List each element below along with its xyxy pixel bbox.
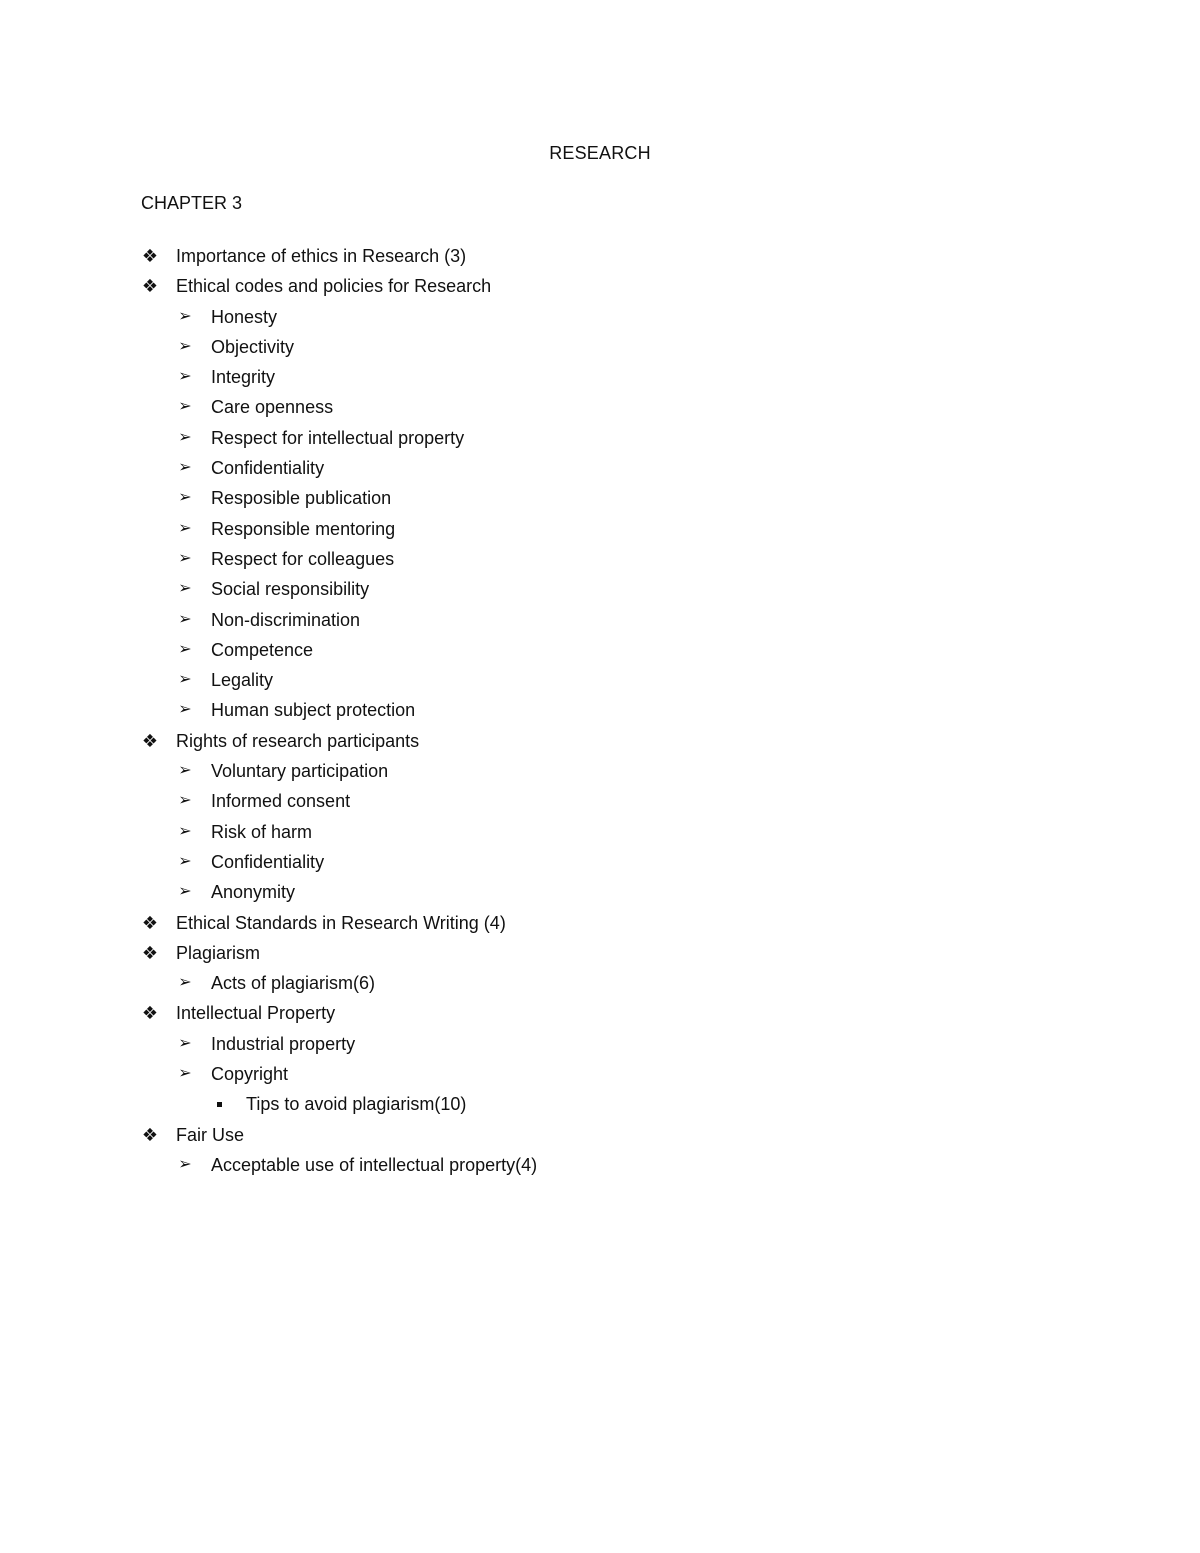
arrowhead-bullet-icon: ➢ bbox=[178, 822, 192, 840]
arrowhead-bullet-icon: ➢ bbox=[178, 974, 192, 992]
arrowhead-bullet-icon: ➢ bbox=[178, 1034, 192, 1052]
outline-item-text: Rights of research participants bbox=[176, 730, 420, 751]
arrowhead-bullet-icon: ➢ bbox=[178, 549, 192, 567]
arrowhead-bullet-icon: ➢ bbox=[178, 519, 192, 537]
outline-item-text: Confidentiality bbox=[211, 458, 325, 479]
outline-item-text: Anonymity bbox=[211, 882, 296, 903]
arrowhead-bullet-icon: ➢ bbox=[178, 489, 192, 507]
square-bullet-icon bbox=[208, 1089, 230, 1119]
outline-item-text: Informed consent bbox=[211, 791, 351, 812]
diamond-bullet-icon: ❖ bbox=[141, 1003, 159, 1024]
diamond-bullet-icon: ❖ bbox=[141, 246, 159, 266]
arrowhead-bullet-icon: ➢ bbox=[178, 1155, 192, 1173]
outline-item-text: Respect for colleagues bbox=[211, 548, 395, 569]
outline-item-text: Integrity bbox=[211, 367, 276, 388]
outline-item-text: Copyright bbox=[211, 1064, 289, 1085]
arrowhead-bullet-icon: ➢ bbox=[178, 701, 192, 719]
outline-item-text: Fair Use bbox=[176, 1124, 245, 1145]
arrowhead-bullet-icon: ➢ bbox=[178, 610, 192, 628]
outline-item-text: Importance of ethics in Research (3) bbox=[176, 246, 467, 266]
arrowhead-bullet-icon: ➢ bbox=[178, 852, 192, 870]
arrowhead-bullet-icon: ➢ bbox=[178, 640, 192, 658]
diamond-bullet-icon: ❖ bbox=[141, 276, 159, 297]
arrowhead-bullet-icon: ➢ bbox=[178, 883, 192, 901]
arrowhead-bullet-icon: ➢ bbox=[178, 671, 192, 689]
outline-item-text: Respect for intellectual property bbox=[211, 427, 465, 448]
square-shape bbox=[217, 1102, 222, 1107]
outline-item-text: Honesty bbox=[211, 306, 278, 327]
arrowhead-bullet-icon: ➢ bbox=[178, 792, 192, 810]
outline-item-text: Intellectual Property bbox=[176, 1003, 336, 1024]
arrowhead-bullet-icon: ➢ bbox=[178, 762, 192, 780]
outline-item-text: Ethical Standards in Research Writing (4) bbox=[176, 912, 506, 933]
diamond-bullet-icon: ❖ bbox=[141, 730, 159, 751]
outline-item-text: Objectivity bbox=[211, 336, 295, 357]
outline-item-text: Confidentiality bbox=[211, 851, 325, 872]
outline-item-text: Plagiarism bbox=[176, 942, 261, 963]
diamond-bullet-icon: ❖ bbox=[141, 912, 159, 933]
outline-item-text: Non-discrimination bbox=[211, 609, 361, 630]
outline-item-text: Ethical codes and policies for Research bbox=[176, 276, 492, 297]
outline-item-text: Acceptable use of intellectual property(4) bbox=[211, 1154, 538, 1175]
diamond-bullet-icon: ❖ bbox=[141, 942, 159, 963]
arrowhead-bullet-icon: ➢ bbox=[178, 307, 192, 325]
arrowhead-bullet-icon: ➢ bbox=[178, 368, 192, 386]
arrowhead-bullet-icon: ➢ bbox=[178, 398, 192, 416]
arrowhead-bullet-icon: ➢ bbox=[178, 428, 192, 446]
diamond-bullet-icon: ❖ bbox=[141, 1124, 159, 1145]
outline-item-text: Risk of harm bbox=[211, 821, 313, 842]
outline-item-text: Voluntary participation bbox=[211, 761, 389, 782]
chapter-heading: CHAPTER 3 bbox=[141, 193, 243, 213]
outline-item-text: Industrial property bbox=[211, 1033, 356, 1054]
outline-item-text: Resposible publication bbox=[211, 488, 392, 509]
outline-item-text: Care openness bbox=[211, 397, 334, 418]
arrowhead-bullet-icon: ➢ bbox=[178, 580, 192, 598]
outline-item-text: Competence bbox=[211, 639, 314, 660]
arrowhead-bullet-icon: ➢ bbox=[178, 459, 192, 477]
outline-item-text: Acts of plagiarism(6) bbox=[211, 973, 376, 994]
outline-item-text: Responsible mentoring bbox=[211, 518, 396, 539]
page-title: RESEARCH bbox=[549, 143, 651, 163]
arrowhead-bullet-icon: ➢ bbox=[178, 337, 192, 355]
outline-item-text: Legality bbox=[211, 670, 274, 691]
arrowhead-bullet-icon: ➢ bbox=[178, 1065, 192, 1083]
outline-item-text: Human subject protection bbox=[211, 700, 416, 721]
outline-item-text: Social responsibility bbox=[211, 579, 370, 600]
outline-item-text: Tips to avoid plagiarism(10) bbox=[246, 1094, 467, 1115]
